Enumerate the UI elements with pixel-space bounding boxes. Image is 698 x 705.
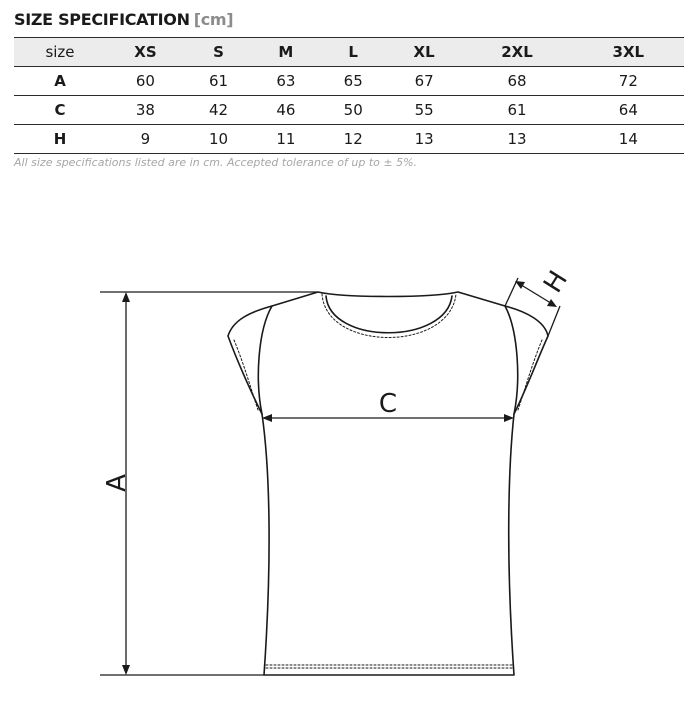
title-text: SIZE SPECIFICATION xyxy=(14,10,190,29)
table-cell: 42 xyxy=(185,96,252,125)
dimension-a-label: A xyxy=(102,474,132,492)
table-cell: 63 xyxy=(252,67,319,96)
table-cell: 68 xyxy=(461,67,572,96)
size-col-xs: XS xyxy=(106,38,185,67)
dimension-a-arrow-top xyxy=(122,292,130,302)
table-cell: 61 xyxy=(185,67,252,96)
dimension-c-label: C xyxy=(378,389,398,419)
table-cell: 12 xyxy=(320,125,387,154)
table-cell: 46 xyxy=(252,96,319,125)
table-cell: 50 xyxy=(320,96,387,125)
dimension-h-label: H xyxy=(538,265,574,299)
table-cell: 38 xyxy=(106,96,185,125)
table-cell: 10 xyxy=(185,125,252,154)
row-label: A xyxy=(14,67,106,96)
right-armhole xyxy=(505,306,518,414)
table-cell: 67 xyxy=(387,67,461,96)
table-cell: 13 xyxy=(461,125,572,154)
size-col-m: M xyxy=(252,38,319,67)
unit-label: [cm] xyxy=(193,10,234,29)
neckline-stitch xyxy=(322,294,456,338)
table-cell: 61 xyxy=(461,96,572,125)
left-armhole xyxy=(258,306,272,414)
table-cell: 14 xyxy=(573,125,684,154)
row-label: H xyxy=(14,125,106,154)
table-cell: 11 xyxy=(252,125,319,154)
table-cell: 60 xyxy=(106,67,185,96)
table-cell: 72 xyxy=(573,67,684,96)
dimension-a-arrow-bottom xyxy=(122,665,130,675)
dimension-h-arrow-1 xyxy=(515,281,525,289)
table-cell: 64 xyxy=(573,96,684,125)
tshirt-body-outline xyxy=(228,292,548,675)
row-label: C xyxy=(14,96,106,125)
table-cell: 9 xyxy=(106,125,185,154)
table-cell: 13 xyxy=(387,125,461,154)
size-header-label: size xyxy=(14,38,106,67)
size-col-l: L xyxy=(320,38,387,67)
dimension-h-arrow-2 xyxy=(547,299,557,307)
table-cell: 55 xyxy=(387,96,461,125)
table-cell: 65 xyxy=(320,67,387,96)
dimension-h-extension-2 xyxy=(548,306,560,336)
tolerance-note: All size specifications listed are in cm. Accepted tolerance of up to ± 5%. xyxy=(14,156,418,169)
size-col-3xl: 3XL xyxy=(573,38,684,67)
size-col-2xl: 2XL xyxy=(461,38,572,67)
size-col-xl: XL xyxy=(387,38,461,67)
size-col-s: S xyxy=(185,38,252,67)
